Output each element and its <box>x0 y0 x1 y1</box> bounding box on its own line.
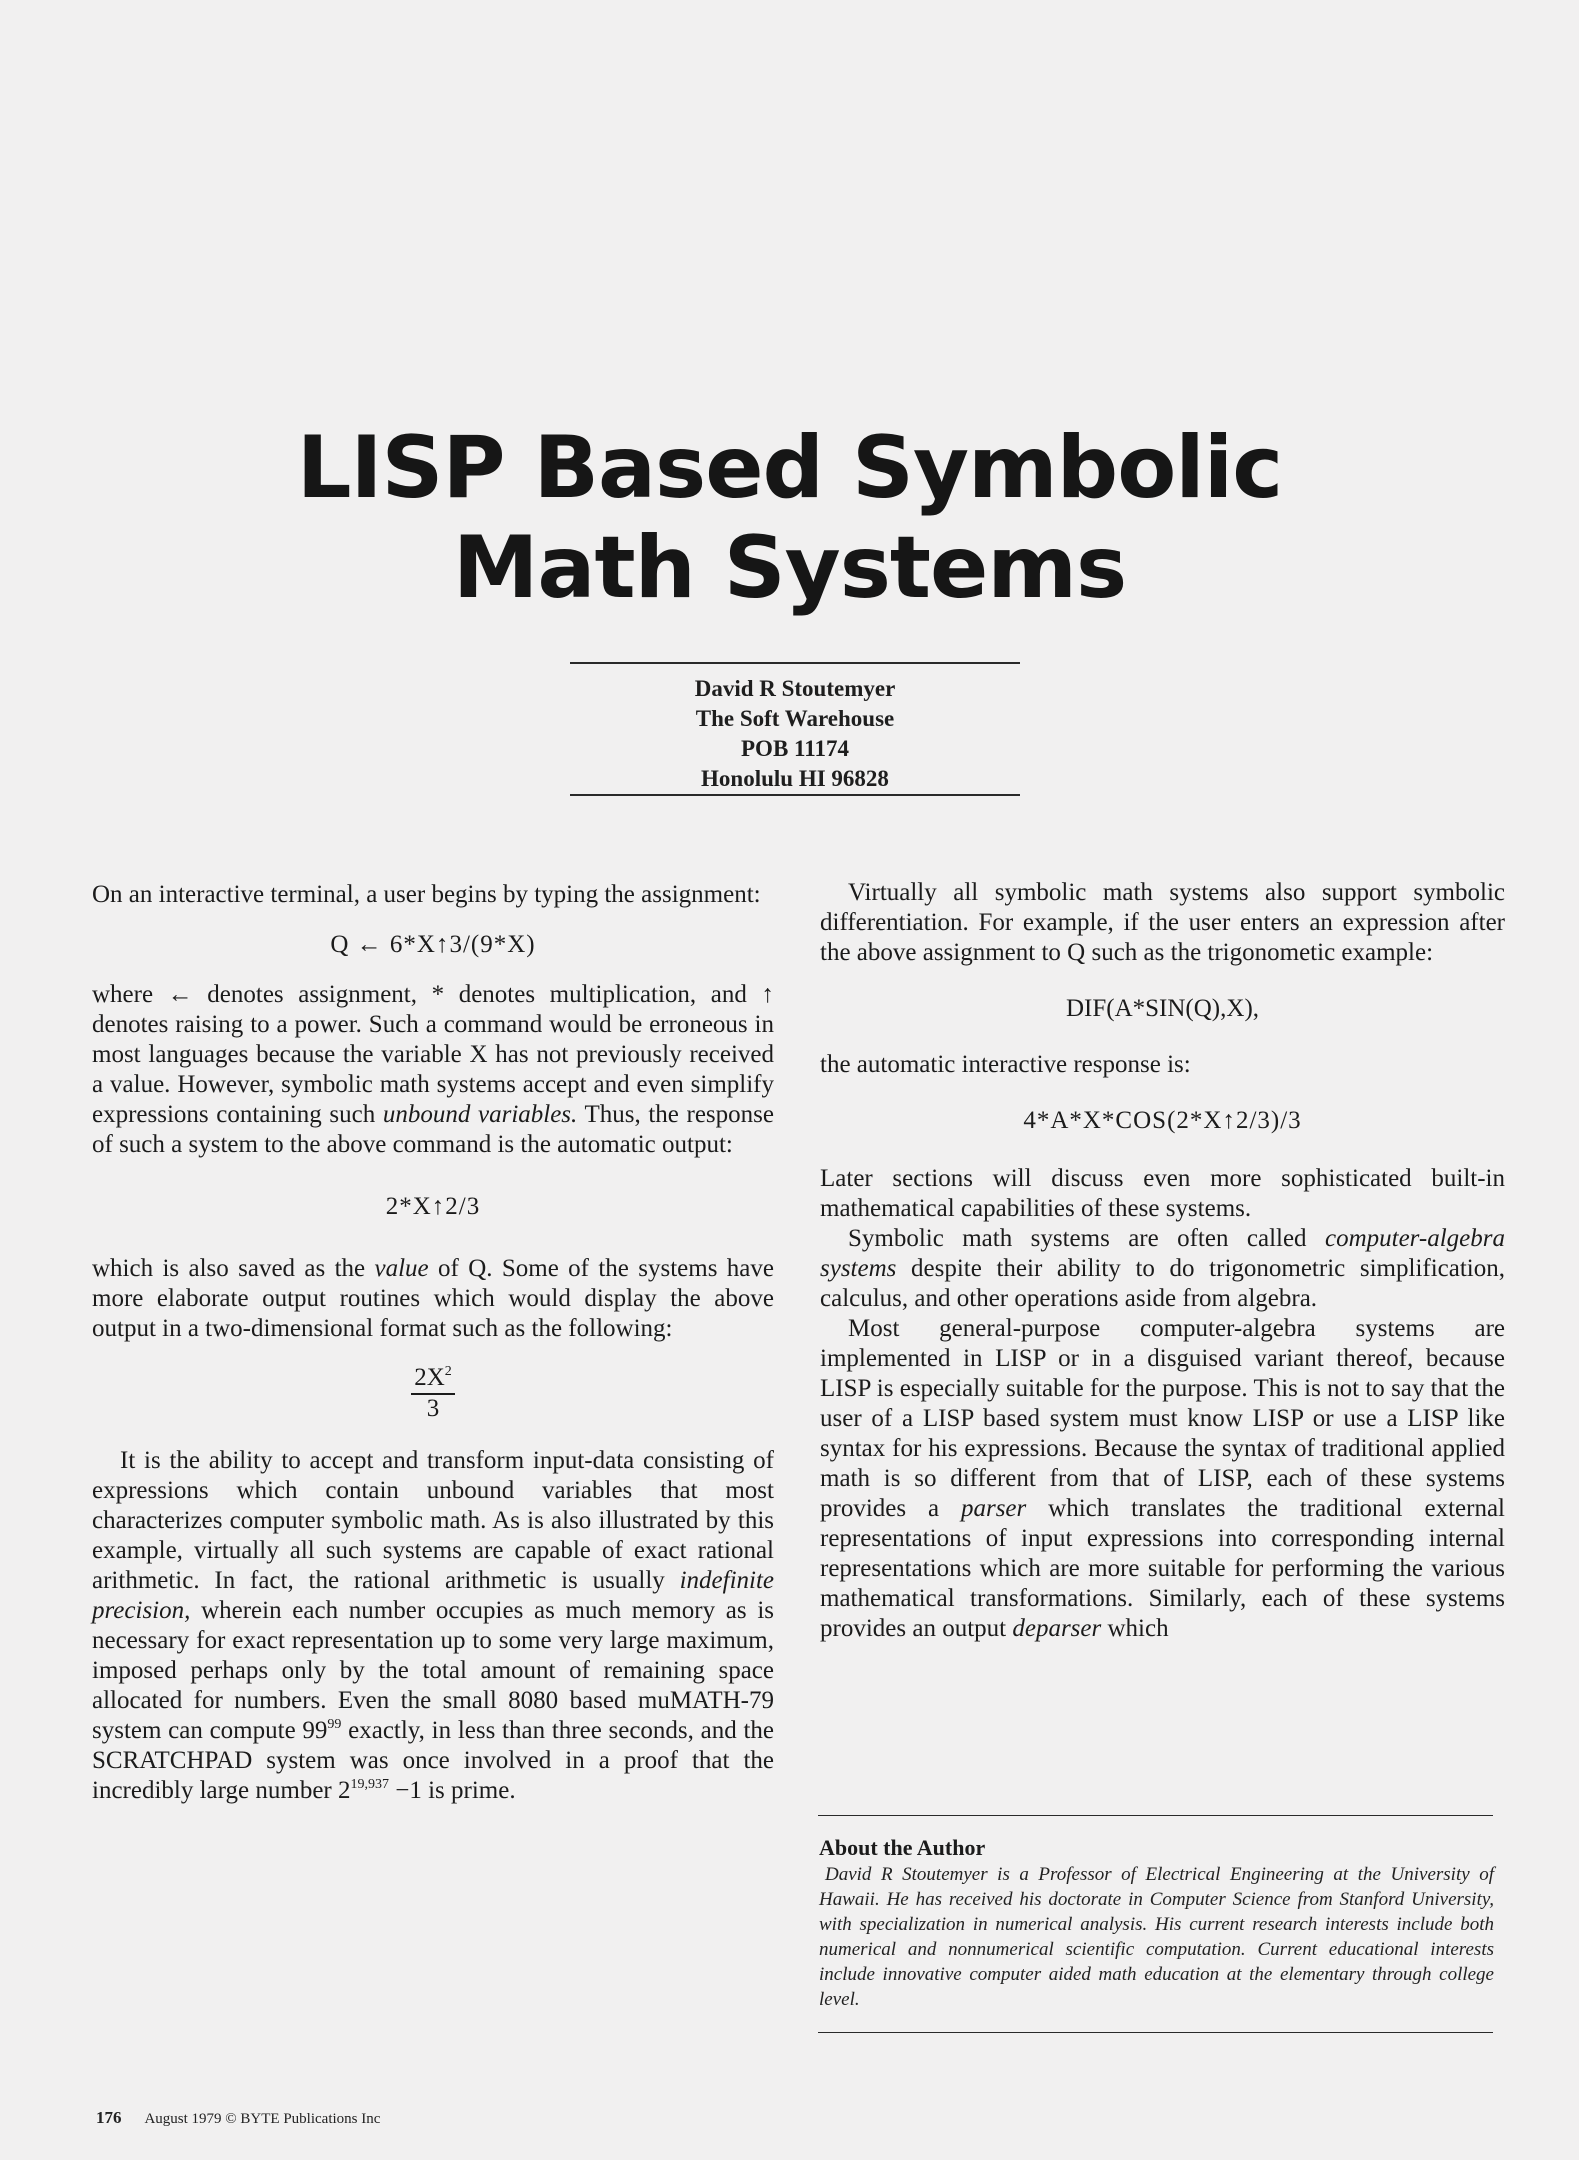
fraction-display: $\frac{2X^2}{3}$ <box>92 1364 774 1424</box>
bleed-through-background <box>180 60 200 142</box>
about-rule-top <box>818 1815 1493 1816</box>
byline <box>570 674 1020 794</box>
right-column <box>820 878 1505 1644</box>
page-footer <box>96 2108 380 2128</box>
equation: 2*X↑2/3 <box>385 1193 481 1220</box>
paragraph: which is also saved as the value of Q. Some of the systems have more elaborate output routines which would display the above output in a two-dimensional format such as the following: <box>92 1255 774 1342</box>
paragraph: the automatic interactive response is: <box>820 1051 1191 1078</box>
left-column <box>92 880 774 1806</box>
paragraph: Virtually all symbolic math systems also support symbolic differentiation. For example, if the user enters an expression after the above assignment to Q such as the trigonometic example: <box>820 879 1505 966</box>
author-name: David R Stoutemyer <box>694 676 896 701</box>
author-city: Honolulu HI 96828 <box>701 766 889 791</box>
footer-credit: August 1979 © BYTE Publications Inc <box>144 2111 381 2127</box>
about-the-author <box>819 1834 1494 2012</box>
about-rule-bottom <box>818 2032 1493 2033</box>
equation: Q ← 6*X↑3/(9*X) <box>330 931 536 958</box>
paragraph: where ← denotes assignment, * denotes multiplication, and ↑ denotes raising to a power. Such a command would be erroneous in most languages because the variable X has not previously received a value. However, symbolic math systems accept and even simplify expressions containing such unbound variables. Thus, the response of such a system to the above command is the automatic output: <box>92 981 774 1158</box>
page-number: 176 <box>96 2108 122 2127</box>
title-line-2: Math Systems <box>452 518 1127 618</box>
author-company: The Soft Warehouse <box>695 706 895 731</box>
equation: 4*A*X*COS(2*X↑2/3)/3 <box>1023 1107 1302 1134</box>
title-line-1: LISP Based Symbolic <box>296 418 1283 518</box>
paragraph: Symbolic math systems are often called computer-algebra systems despite their ability to do trigonometric simplification, calculus, and other operations aside from algebra. <box>820 1225 1505 1312</box>
paragraph: Later sections will discuss even more sophisticated built-in mathematical capabilities of these systems. <box>820 1165 1505 1222</box>
equation: DIF(A*SIN(Q),X), <box>1065 995 1260 1022</box>
byline-rule-bottom <box>570 794 1020 796</box>
paragraph: On an interactive terminal, a user begins by typing the assignment: <box>92 881 761 908</box>
about-heading: About the Author <box>819 1835 986 1860</box>
author-pob: POB 11174 <box>741 736 849 761</box>
about-body: David R Stoutemyer is a Professor of Electrical Engineering at the University of Hawaii. He has received his doctorate in Computer Science from Stanford University, with specialization in numerical analysis. His current research interests include both numerical and nonnumerical scientific computation. Current educational interests include innovative computer aided math education at the elementary through college level. <box>819 1864 1494 2010</box>
article-title <box>0 418 1579 618</box>
byline-rule-top <box>570 662 1020 664</box>
paragraph: It is the ability to accept and transform input-data consisting of expressions which contain unbound variables that most characterizes computer symbolic math. As is also illustrated by this example, virtually all such systems are capable of exact rational arithmetic. In fact, the rational arithmetic is usually indefinite precision, wherein each number occupies as much memory as is necessary for exact representation up to some very large maximum, imposed perhaps only by the total amount of remaining space allocated for numbers. Even the small 8080 based muMATH-79 system can compute $99^{99}$ exactly, in less than three seconds, and the SCRATCHPAD system was once involved in a proof that the incredibly large number $2^{19,937} -1$ is prime. <box>92 1447 774 1804</box>
paragraph: Most general-purpose computer-algebra systems are implemented in LISP or in a disguised variant thereof, because LISP is especially suitable for the purpose. This is not to say that the user of a LISP based system must know LISP or use a LISP like syntax for his expressions. Because the syntax of traditional applied math is so different from that of LISP, each of these systems provides a parser which translates the traditional external representations of input expressions into corresponding internal representations which are more suitable for performing the various mathematical transformations. Similarly, each of these systems provides an output deparser which <box>820 1315 1505 1642</box>
